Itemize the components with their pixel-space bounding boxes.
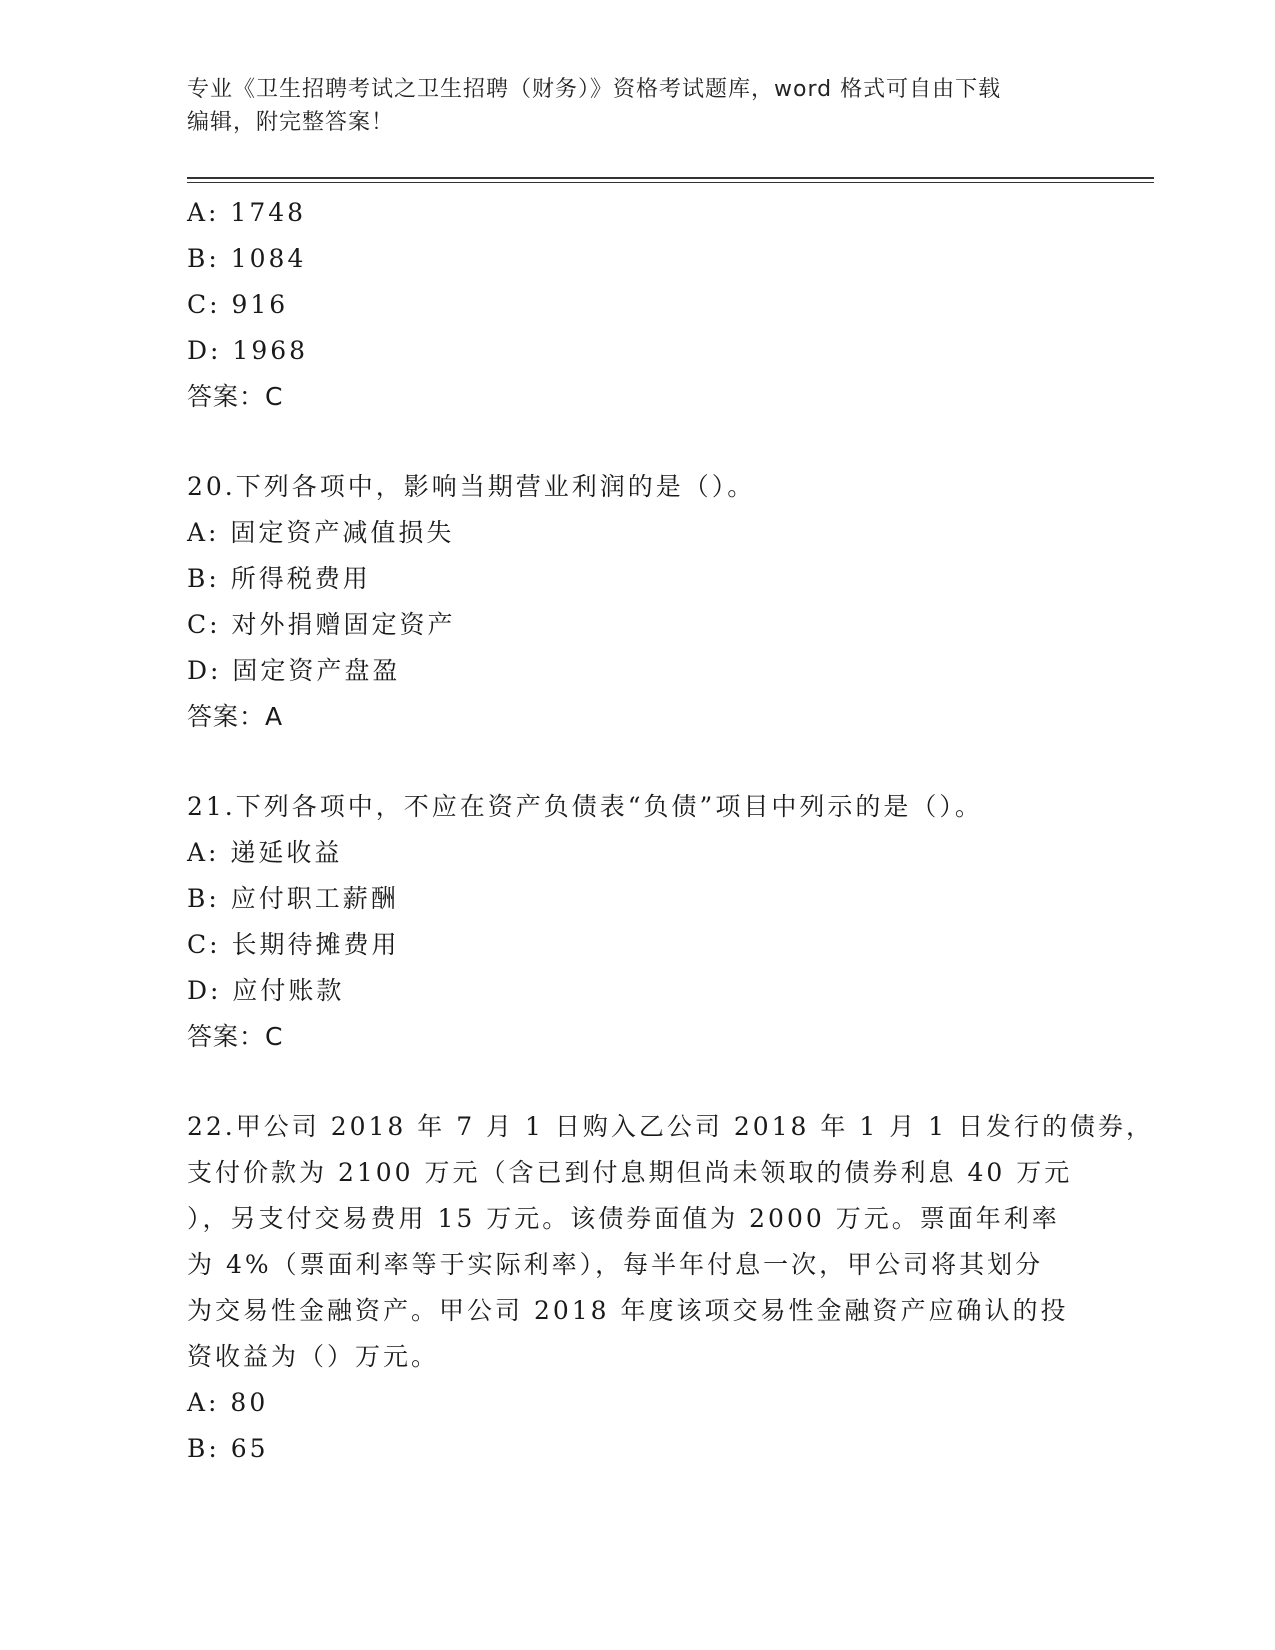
option-d: D: 固定资产盘盈 bbox=[187, 656, 401, 685]
question-stem-line-3: ），另支付交易费用 15 万元。该债券面值为 2000 万元。票面年利率 bbox=[187, 1204, 1060, 1233]
question-stem: 21.下列各项中，不应在资产负债表“负债”项目中列示的是（）。 bbox=[187, 792, 983, 821]
answer-line: 答案：C bbox=[187, 1022, 284, 1051]
question-stem-line-6: 资收益为（）万元。 bbox=[187, 1342, 440, 1371]
header-divider-thick bbox=[187, 177, 1154, 179]
document-header bbox=[187, 73, 1087, 139]
question-19 bbox=[187, 190, 1087, 420]
answer-line: 答案：C bbox=[187, 382, 284, 411]
option-a: A: 80 bbox=[187, 1388, 269, 1417]
question-21 bbox=[187, 784, 1087, 1060]
option-c: C: 916 bbox=[187, 290, 289, 319]
header-divider-thin bbox=[187, 182, 1154, 183]
option-a: A: 1748 bbox=[187, 198, 307, 227]
option-d: D: 1968 bbox=[187, 336, 309, 365]
option-b: B: 应付职工薪酬 bbox=[187, 884, 399, 913]
answer-line: 答案：A bbox=[187, 702, 284, 731]
option-b: B: 1084 bbox=[187, 244, 307, 273]
question-list bbox=[187, 190, 1154, 1472]
option-c: C: 对外捐赠固定资产 bbox=[187, 610, 456, 639]
question-stem-line-2: 支付价款为 2100 万元（含已到付息期但尚未领取的债券利息 40 万元 bbox=[187, 1158, 1073, 1187]
question-stem: 20.下列各项中，影响当期营业利润的是（）。 bbox=[187, 472, 756, 501]
option-b: B: 65 bbox=[187, 1434, 269, 1463]
option-b: B: 所得税费用 bbox=[187, 564, 371, 593]
question-22 bbox=[187, 1104, 1154, 1472]
question-stem-line-5: 为交易性金融资产。甲公司 2018 年度该项交易性金融资产应确认的投 bbox=[187, 1296, 1069, 1325]
option-a: A: 固定资产减值损失 bbox=[187, 518, 455, 547]
question-20 bbox=[187, 464, 1087, 740]
option-d: D: 应付账款 bbox=[187, 976, 345, 1005]
option-a: A: 递延收益 bbox=[187, 838, 343, 867]
header-title-line-1: 专业《卫生招聘考试之卫生招聘（财务）》资格考试题库，word 格式可自由下载 bbox=[187, 77, 1002, 102]
question-stem-line-1: 22.甲公司 2018 年 7 月 1 日购入乙公司 2018 年 1 月 1 日发行的债券， bbox=[187, 1112, 1154, 1141]
header-title-line-2: 编辑，附完整答案！ bbox=[187, 110, 395, 135]
question-stem-line-4: 为 4%（票面利率等于实际利率），每半年付息一次，甲公司将其划分 bbox=[187, 1250, 1044, 1279]
option-c: C: 长期待摊费用 bbox=[187, 930, 400, 959]
